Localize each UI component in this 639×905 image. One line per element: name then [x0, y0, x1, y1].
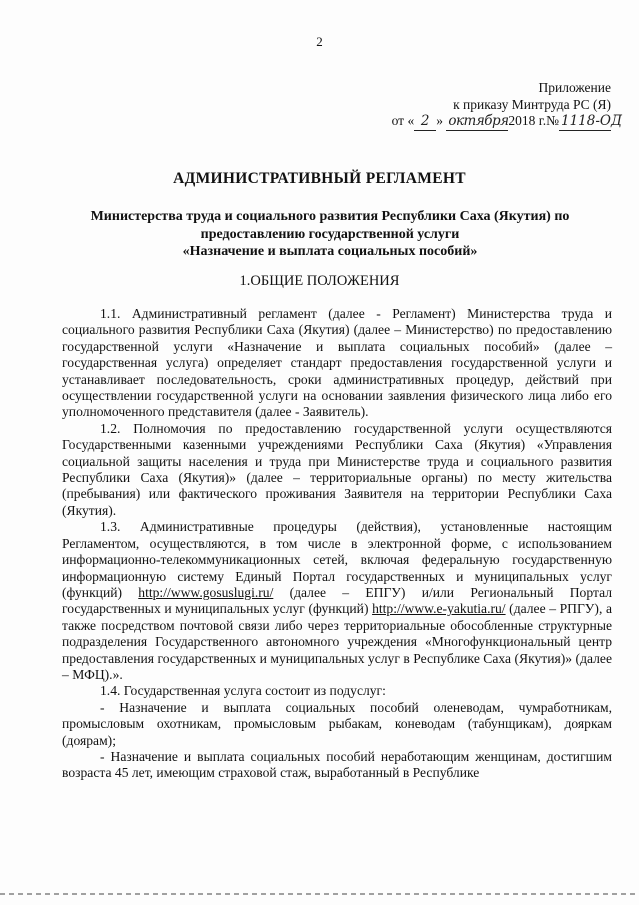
page-number: 2 [316, 34, 323, 49]
paragraph-1-1: 1.1. Административный регламент (далее - Регламент) Министерства труда и социального развития Республики Саха (Якутия) (далее – Министерство) по предоставлению государственной услуги «Назначение и выплата социальных пособий» (далее – государственная услуга) определяет стандарт предоставления государственной услуги и устанавливает последовательность, сроки административных процедур, действий при осуществлении государственной услуги на основании заявления физического лица либо его уполномоченного представителя (далее - Заявитель). [62, 306, 612, 420]
date-prefix: от « [391, 113, 415, 128]
list-item-subservice-1: - Назначение и выплата социальных пособий оленеводам, чумработникам, промысловым охотникам, промысловым рыбакам, коневодам (табунщикам), дояркам (доярам); [62, 699, 612, 748]
date-quote-close: » [436, 113, 443, 128]
appendix-label: Приложение [538, 80, 611, 95]
handwritten-day: 2 [414, 113, 436, 131]
paragraph-1-3-part-b: (далее – ЕПГУ) и/или Региональный Портал государственных и муниципальных услуг (функций) [62, 584, 612, 617]
document-title: АДМИНИСТРАТИВНЫЙ РЕГЛАМЕНТ [173, 170, 466, 187]
year-text: 2018 г.№ [508, 113, 559, 128]
gosuslugi-link[interactable]: http://www.gosuslugi.ru/ [138, 584, 274, 600]
appendix-order-ref: к приказу Минтруда РС (Я) [453, 96, 611, 112]
appendix-date-line [371, 113, 622, 131]
subtitle-line-1: Министерства труда и социального развития Республики Саха (Якутия) по [90, 209, 570, 224]
subtitle-line-3: «Назначение и выплата социальных пособий» [182, 244, 478, 259]
list-item-subservice-2: - Назначение и выплата социальных пособий неработающим женщинам, достигшим возраста 45 лет, имеющим страховой стаж, выработанный в Республике [62, 748, 612, 781]
paragraph-1-3-part-c: (далее – РПГУ), а также посредством почтовой связи либо через территориальные обособленные структурные подразделения Государственного автономного учреждения «Многофункциональный центр предоставления государственных и муниципальных услуг в Республике Саха (Якутия)» (далее – МФЦ).». [62, 601, 612, 682]
paragraph-1-2: 1.2. Полномочия по предоставлению государственной услуги осуществляются Государственными казенными учреждениями Республики Саха (Якутия) «Управления социальной защиты населения и труда при Министерстве труда и социального развития Республики Саха (Якутия)» (далее – территориальные органы) по месту жительства (пребывания) или фактического проживания Заявителя на территории Республики Саха (Якутия). [62, 420, 612, 518]
document-subtitle [60, 208, 600, 261]
handwritten-order-number: 1118-ОД [561, 113, 622, 129]
handwritten-month: октября [448, 113, 509, 129]
e-yakutia-link[interactable]: http://www.e-yakutia.ru/ [372, 601, 506, 617]
section-heading: 1.ОБЩИЕ ПОЛОЖЕНИЯ [239, 273, 400, 289]
paragraph-1-3-part-a: 1.3. Административные процедуры (действия), установленные настоящим Регламентом, осуществляются, в том числе в электронной форме, с использованием информационно-телекоммуникационных сетей, включая федеральную государственную информационную систему Единый Портал государственных и муниципальных услуг (функций) [62, 519, 612, 600]
paragraph-1-4: 1.4. Государственная услуга состоит из подуслуг: [100, 683, 386, 699]
document-body [62, 306, 612, 782]
subtitle-line-2: предоставлению государственной услуги [200, 226, 460, 242]
scan-bottom-edge [0, 893, 639, 895]
paragraph-1-3 [62, 519, 612, 683]
appendix-block [371, 80, 622, 131]
